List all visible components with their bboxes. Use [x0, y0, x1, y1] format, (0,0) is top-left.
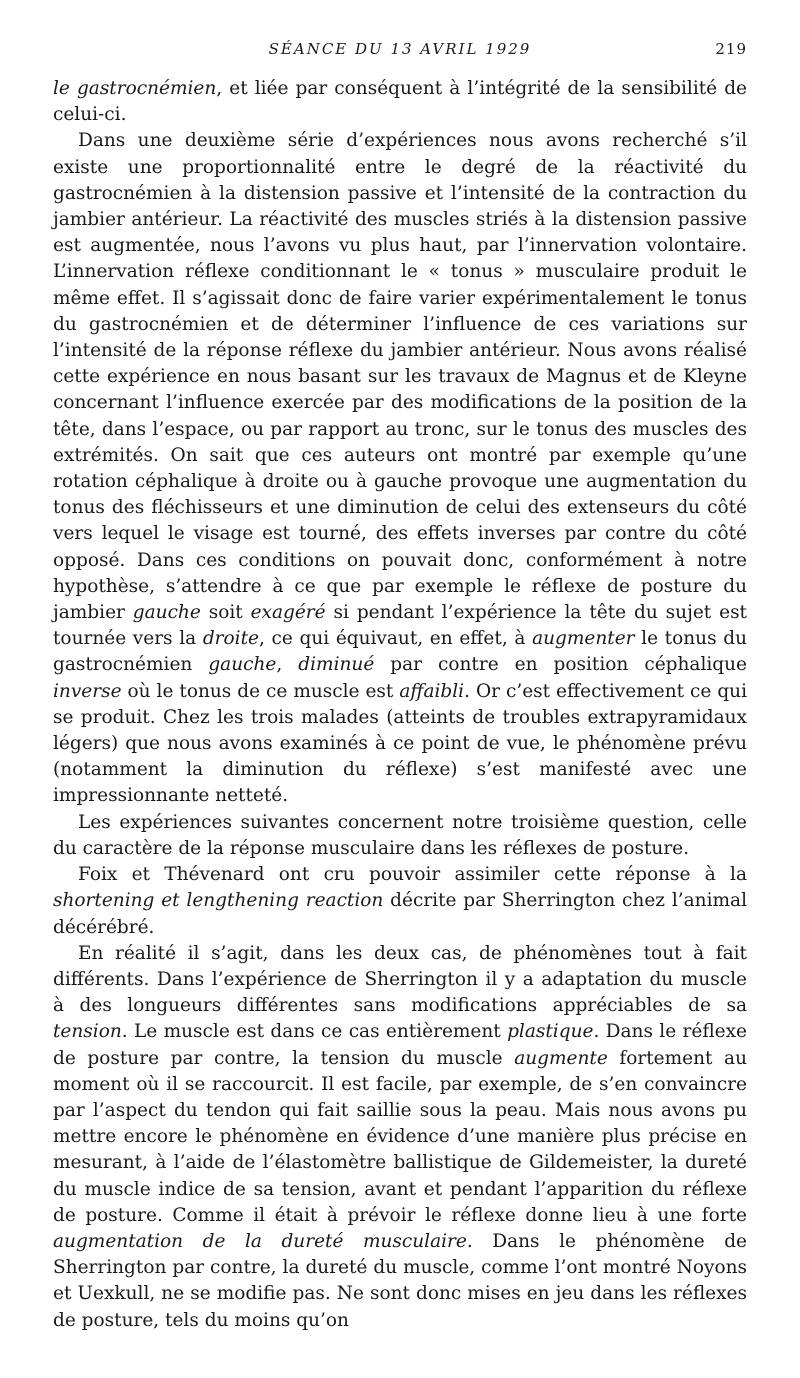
italic-run: augmentation de la dureté musculaire [53, 1230, 467, 1252]
italic-run: plastique [507, 1021, 594, 1043]
italic-run: tension [53, 1021, 122, 1043]
italic-run: gauche [208, 654, 277, 676]
italic-run: gauche [132, 602, 201, 624]
text-run: . Dans le phénomène de Sherrington par contre, la dureté du muscle, comme l’ont montré Noyons et Uexkull, ne se modifie pas. Ne sont donc mises en jeu dans les réflexes de posture, tels du moins qu’on [53, 1230, 747, 1331]
text-run: . Le muscle est dans ce cas entièrement [121, 1021, 508, 1043]
page-header [53, 40, 747, 76]
paragraph [53, 76, 747, 128]
italic-run: shortening et lengthening reaction [53, 890, 384, 912]
text-run: , [276, 654, 299, 676]
text-run: par contre en position céphalique [374, 654, 747, 676]
italic-run: diminué [298, 654, 375, 676]
text-run: . Dans le réflexe de posture par contre, la tension du muscle [53, 1021, 747, 1069]
page-number: 219 [715, 40, 747, 58]
italic-run: le gastrocnémien [53, 78, 217, 99]
text-run: le tonus du gastrocnémien [53, 628, 747, 676]
italic-run: augmenter [532, 628, 635, 650]
running-head: SÉANCE DU 13 AVRIL 1929 [268, 40, 532, 58]
paragraph [53, 128, 747, 809]
paragraph [53, 810, 747, 862]
paragraph [53, 941, 747, 1334]
text-run: , ce qui équivaut, en effet, à [258, 628, 533, 650]
text-run: décrite par Sherrington chez l’animal décérébré. [53, 890, 748, 938]
text-run: où le tonus de ce muscle est [121, 680, 400, 702]
text-run: Les expériences suivantes concernent notre troisième question, celle du caractère de la réponse musculaire dans les réflexes de posture. [53, 811, 747, 859]
italic-run: augmente [514, 1047, 608, 1069]
italic-run: exagéré [250, 602, 326, 624]
body-text [53, 76, 747, 1334]
text-run: si pendant l’expérience la tête du sujet est tournée vers la [53, 602, 747, 650]
text-run: fortement au moment où il se raccourcit. Il est facile, par exemple, de s’en convaincre par l’aspect du tendon qui fait saillie sous la peau. Mais nous avons pu mettre encore le phénomène en évidence d’une manière plus précise en mesurant, à l’aide de l’élastomètre ballistique de Gildemeister, la dureté du muscle indice de sa tension, avant et pendant l’apparition du réflexe de posture. Comme il était à prévoir le réflexe donne lieu à une forte [53, 1047, 747, 1226]
text-run: Foix et Thévenard ont cru pouvoir assimiler cette réponse à la [78, 864, 747, 886]
text-run: Dans une deuxième série d’expériences nous avons recherché s’il existe une proportionnalité entre le degré de la réactivité du gastrocnémien à la distension passive et l’intensité de la contraction du jambier antérieur. La réactivité des muscles striés à la distension passive est augmentée, nous l’avons vu plus haut, par l’innervation volontaire. L’innervation réflexe conditionnant le « tonus » musculaire produit le même effet. Il s’agissait donc de faire varier expérimentalement le tonus du gastrocnémien et de déterminer l’influence de ces variations sur l’intensité de la réponse réflexe du jambier antérieur. Nous avons réalisé cette expérience en nous basant sur les travaux de Magnus et de Kleyne concernant l’influence exercée par des modifications de la position de la tête, dans l’espace, ou par rapport au tronc, sur le tonus des muscles des extrémités. On sait que ces auteurs ont montré par exemple qu’une rotation céphalique à droite ou à gauche provoque une augmentation du tonus des fléchisseurs et une diminution de celui des extenseurs du côté vers lequel le visage est tourné, des effets inverses par contre du côté opposé. Dans ces conditions on pouvait donc, conformément à notre hypothèse, s’attendre à ce que par exemple le réflexe de posture du jambier [53, 130, 747, 624]
italic-run: affaibli [399, 680, 465, 702]
italic-run: droite [202, 628, 259, 650]
text-run: En réalité il s’agit, dans les deux cas, de phénomènes tout à fait différents. Dans l’expérience de Sherrington il y a adaptation du muscle à des longueurs différentes sans modifications appréciables de sa [53, 942, 747, 1017]
text-run: , et liée par conséquent à l’intégrité de la sensibilité de celui-ci. [53, 78, 747, 126]
paragraph [53, 862, 747, 941]
text-run: . Or c’est effectivement ce qui se produit. Chez les trois malades (atteints de troubles extrapyramidaux légers) que nous avons examinés à ce point de vue, le phénomène prévu (notamment la diminution du réflexe) s’est manifesté avec une impressionnante netteté. [53, 680, 747, 807]
text-run: soit [200, 602, 251, 624]
italic-run: inverse [53, 680, 122, 702]
